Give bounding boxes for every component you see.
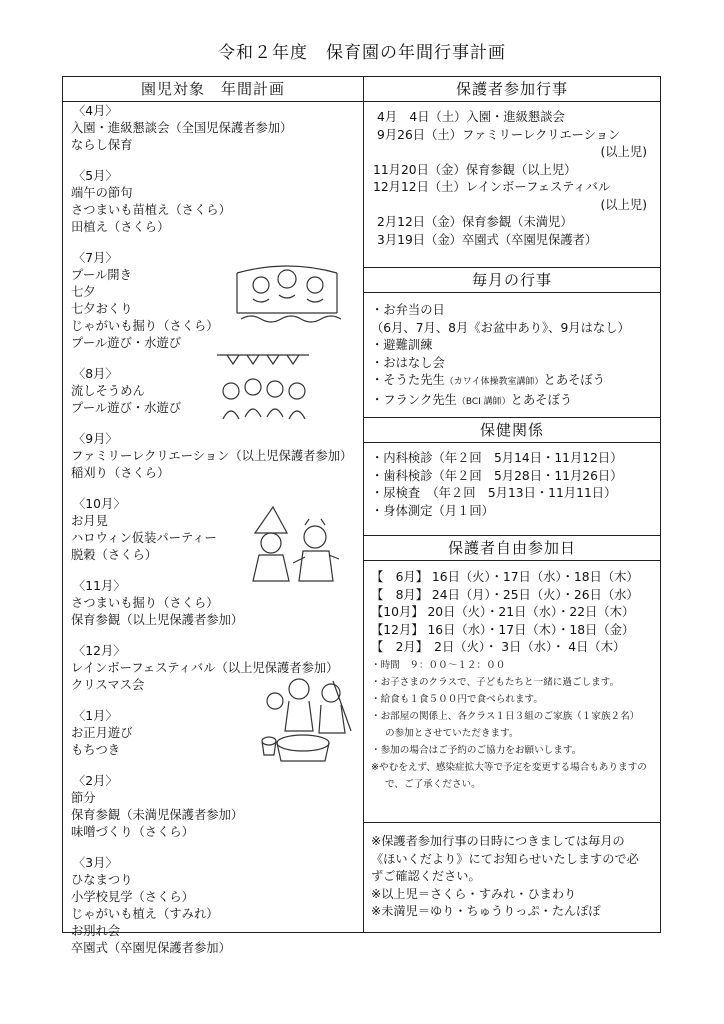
- health-header: 保健関係: [363, 417, 661, 443]
- health-line: ・身体測定（月１回）: [371, 503, 494, 518]
- pool-kids-illustration: [231, 255, 343, 325]
- event-item: プール開き: [71, 268, 132, 282]
- event-item: お別れ会: [71, 924, 121, 938]
- festival-kids-illustration: [213, 347, 313, 427]
- event-item: 端午の節句: [71, 186, 133, 200]
- event-item: ファミリーレクリエーション（以上児保護者参加）: [71, 449, 353, 463]
- left-column-header: 園児対象 年間計画: [63, 77, 363, 102]
- health-section: [363, 417, 661, 520]
- parent-event-line: 12月12日（土）レインボーフェスティバル: [373, 180, 611, 194]
- event-item: 田植え（さくら）: [71, 220, 170, 234]
- monthly-events-section: [363, 267, 661, 411]
- parent-event-note: (以上児): [600, 197, 647, 212]
- footer-line: ※保護者参加行事の日時につきましては毎月の: [371, 834, 625, 848]
- monthly-events-header: 毎月の行事: [363, 267, 661, 293]
- month-label: 〈5月〉: [73, 169, 118, 183]
- free-day-line: 【 6月】 16日（火）・17日（水）・18日（木）: [371, 570, 639, 584]
- event-item: さつまいも苗植え（さくら）: [71, 203, 231, 217]
- event-item: 入園・進級懇談会（全国児保護者参加）: [71, 121, 293, 135]
- month-block: [71, 431, 353, 482]
- free-day-line: 【 2月】 2日（火）・ 3日（水）・ 4日（木）: [371, 640, 626, 654]
- event-item: レインボーフェスティバル（以上児保護者参加）: [71, 661, 339, 675]
- event-item: じゃがいも掘り（さくら）: [71, 319, 219, 333]
- month-block: [71, 103, 301, 154]
- footer-line: ※未満児＝ゆり・ちゅうりっぷ・たんぽぽ: [371, 904, 601, 918]
- free-note: ・お子さまのクラスで、子どもたちと一緒に過ごします。: [371, 676, 620, 688]
- event-item: 卒園式（卒園児保護者参加）: [71, 941, 231, 955]
- monthly-event-line: （6月、7月、8月《お盆中あり》、9月はなし）: [371, 320, 630, 335]
- page-title: 令和２年度 保育園の年間行事計画: [218, 43, 506, 63]
- free-participation-section: [363, 535, 661, 793]
- footer-notes-section: [363, 822, 661, 921]
- parent-event-line: 2月12日（金）保育参観（未満児）: [377, 215, 573, 229]
- month-block: [71, 168, 301, 236]
- parent-event-line: 9月26日（土）ファミリーレクリエーション: [377, 127, 621, 142]
- event-item: もちつき: [71, 743, 121, 757]
- event-item: 保育参観（以上児保護者参加）: [71, 613, 244, 627]
- free-note: ※やむをえず、感染症拡大等で予定を変更する場合もありますの: [371, 761, 647, 773]
- parent-event-note: (以上児): [600, 145, 647, 159]
- month-label: 〈1月〉: [73, 709, 118, 723]
- event-item: お正月遊び: [71, 726, 133, 740]
- free-day-line: 【10月】 20日（火）・21日（水）・22日（木）: [371, 605, 635, 619]
- free-note: の参加とさせていただきます。: [385, 727, 519, 739]
- footer-line: 《ほいくだより》にてお知らせいたしますので必: [371, 851, 639, 866]
- monthly-event-souta: ・そうた先生（カワイ体操教室講師）とあそぼう: [371, 373, 606, 387]
- month-label: 〈12月〉: [73, 644, 126, 658]
- month-label: 〈2月〉: [73, 774, 118, 788]
- month-label: 〈8月〉: [73, 367, 118, 381]
- parent-event-line: 4月 4日（土）入園・進級懇談会: [377, 110, 565, 124]
- month-label: 〈10月〉: [73, 497, 126, 511]
- event-item: 流しそうめん: [71, 384, 145, 398]
- monthly-event-line: ・お弁当の日: [371, 303, 445, 317]
- event-item: 脱穀（さくら）: [71, 548, 158, 562]
- free-day-line: 【 8月】 24日（月）・25日（火）・26日（水）: [371, 587, 639, 602]
- event-item: プール遊び・水遊び: [71, 336, 182, 350]
- free-day-line: 【12月】 16日（水）・17日（木）・18日（金）: [371, 622, 635, 637]
- event-item: 節分: [71, 791, 96, 805]
- event-item: 小学校見学（さくら）: [71, 890, 194, 904]
- month-label: 〈9月〉: [73, 432, 118, 446]
- event-item: 保育参観（未満児保護者参加）: [71, 808, 244, 822]
- event-item: さつまいも掘り（さくら）: [71, 596, 219, 610]
- event-item: 稲刈り（さくら）: [71, 466, 170, 480]
- event-item: 七夕おくり: [71, 302, 133, 316]
- health-line: ・尿検査 （年２回 5月13日・11月11日）: [371, 486, 617, 500]
- parent-events-header: 保護者参加行事: [363, 77, 661, 102]
- free-note: ・お部屋の関係上、各クラス１日３組のご家族（１家族２名）: [371, 710, 640, 722]
- halloween-illustration: [243, 503, 347, 587]
- event-item: クリスマス会: [71, 678, 145, 692]
- event-item: ひなまつり: [71, 873, 133, 887]
- mochi-pounding-illustration: [259, 671, 359, 765]
- event-item: ならし保育: [71, 138, 133, 152]
- free-participation-header: 保護者自由参加日: [363, 535, 661, 561]
- event-item: 七夕: [71, 285, 96, 299]
- free-note: ・参加の場合はご予約のご協力をお願いします。: [371, 744, 582, 756]
- month-label: 〈4月〉: [73, 104, 118, 118]
- parent-event-line: 11月20日（金）保育参観（以上児）: [373, 162, 577, 177]
- month-label: 〈7月〉: [73, 251, 118, 265]
- footer-line: ※以上児＝さくら・すみれ・ひまわり: [371, 886, 577, 901]
- month-label: 〈11月〉: [73, 579, 126, 593]
- monthly-event-line: ・おはなし会: [371, 355, 445, 370]
- schedule-frame: [62, 76, 661, 955]
- free-note: で、ご了承ください。: [385, 778, 481, 790]
- parent-event-line: 3月19日（金）卒園式（卒園児保護者）: [377, 232, 598, 247]
- health-line: ・内科検診（年２回 5月14日・11月12日）: [371, 451, 623, 465]
- event-item: 味噌づくり（さくら）: [71, 825, 194, 839]
- health-line: ・歯科検診（年２回 5月28日・11月26日）: [371, 468, 623, 483]
- event-item: じゃがいも植え（すみれ）: [71, 907, 219, 921]
- event-item: プール遊び・水遊び: [71, 401, 182, 415]
- monthly-event-line: ・避難訓練: [371, 338, 433, 352]
- monthly-event-frank: ・フランク先生（BCI 講師）とあそぼう: [371, 392, 573, 407]
- month-block: [71, 855, 301, 957]
- month-label: 〈3月〉: [73, 856, 118, 870]
- footer-line: ずご確認ください。: [371, 869, 481, 883]
- parent-events-section: [363, 77, 661, 249]
- free-note: ・時間 ９：００～１２：００: [371, 659, 506, 671]
- event-item: ハロウィン仮装パーティー: [71, 531, 217, 545]
- event-item: お月見: [71, 514, 108, 528]
- free-note: ・給食も１食５００円で食べられます。: [371, 693, 543, 705]
- month-block: [71, 773, 301, 841]
